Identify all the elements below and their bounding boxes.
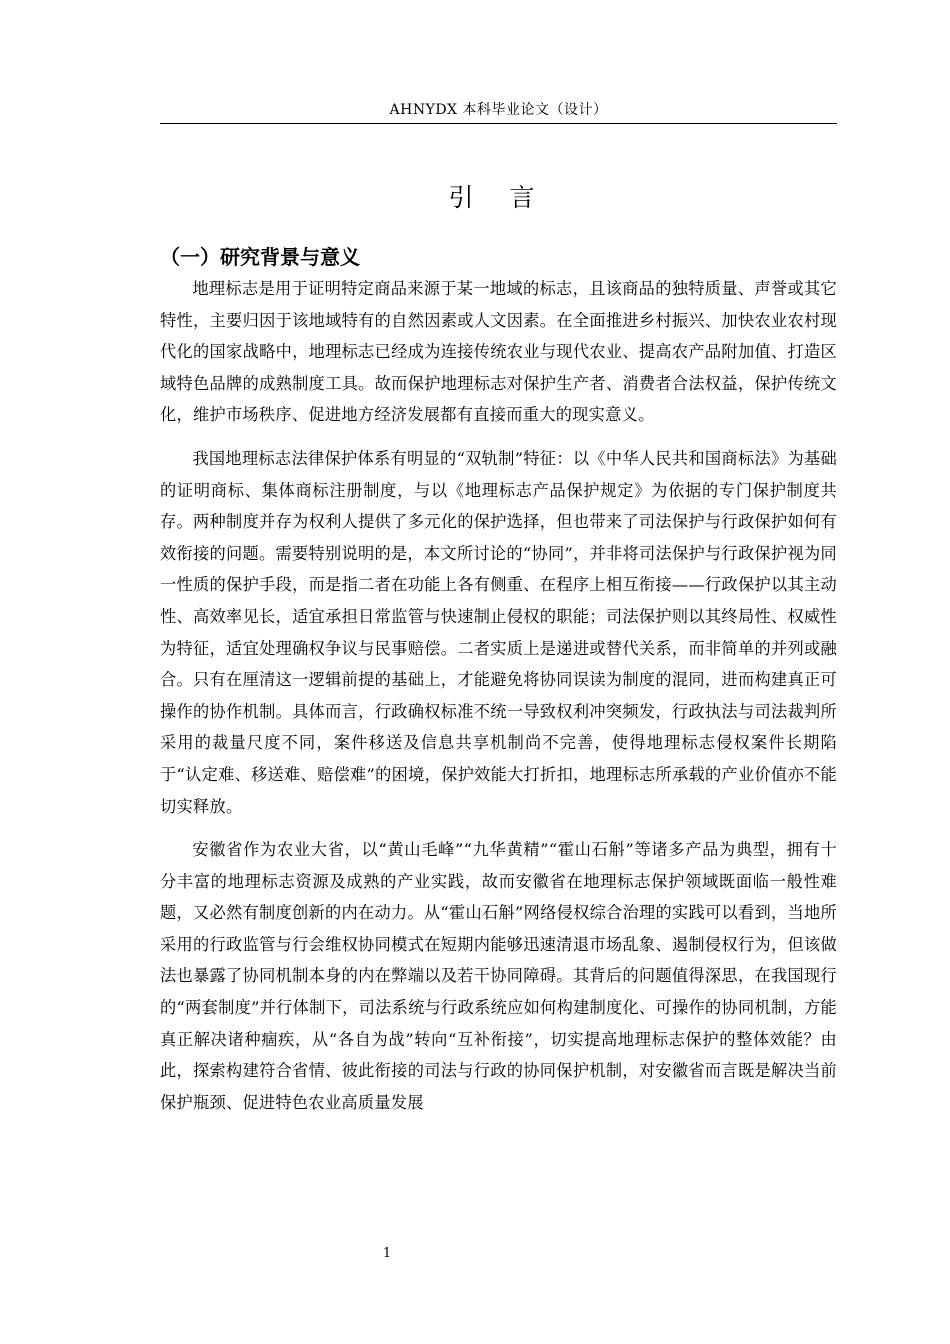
body-text bbox=[160, 273, 837, 1130]
paragraph: 我国地理标志法律保护体系有明显的“双轨制”特征：以《中华人民共和国商标法》为基础的证明商标、集体商标注册制度，与以《地理标志产品保护规定》为依据的专门保护制度共存。两种制度并存为权利人提供了多元化的保护选择，但也带来了司法保护与行政保护如何有效衔接的问题。需要特别说明的是，本文所讨论的“协同”，并非将司法保护与行政保护视为同一性质的保护手段，而是指二者在功能上各有侧重、在程序上相互衔接——行政保护以其主动性、高效率见长，适宜承担日常监管与快速制止侵权的职能；司法保护则以其终局性、权威性为特征，适宜处理确权争议与民事赔偿。二者实质上是递进或替代关系，而非简单的并列或融合。只有在厘清这一逻辑前提的基础上，才能避免将协同误读为制度的混同，进而构建真正可操作的协作机制。具体而言，行政确权标准不统一导致权利冲突频发，行政执法与司法裁判所采用的裁量尺度不同，案件移送及信息共享机制尚不完善，使得地理标志侵权案件长期陷于“认定难、移送难、赔偿难”的困境，保护效能大打折扣，地理标志所承载的产业价值亦不能切实释放。 bbox=[160, 448, 837, 816]
header-divider bbox=[160, 123, 837, 124]
running-header: AHNYDX 本科毕业论文（设计） bbox=[389, 102, 608, 118]
chapter-title: 引 言 bbox=[448, 183, 549, 212]
section-heading: （一）研究背景与意义 bbox=[160, 245, 360, 269]
page-number: 1 bbox=[382, 1246, 392, 1261]
paragraph: 地理标志是用于证明特定商品来源于某一地域的标志，且该商品的独特质量、声誉或其它特性，主要归因于该地域特有的自然因素或人文因素。在全面推进乡村振兴、加快农业农村现代化的国家战略中，地理标志已经成为连接传统农业与现代农业、提高农产品附加值、打造区域特色品牌的成熟制度工具。故而保护地理标志对保护生产者、消费者合法权益，保护传统文化，维护市场秩序、促进地方经济发展都有直接而重大的现实意义。 bbox=[160, 279, 837, 425]
paragraph: 安徽省作为农业大省，以“黄山毛峰”“九华黄精”“霍山石斛”等诸多产品为典型，拥有十分丰富的地理标志资源及成熟的产业实践，故而安徽省在地理标志保护领域既面临一般性难题，又必然有制度创新的内在动力。从“霍山石斛”网络侵权综合治理的实践可以看到，当地所采用的行政监管与行会维权协同模式在短期内能够迅速清退市场乱象、遏制侵权行为，但该做法也暴露了协同机制本身的内在弊端以及若干协同障碍。其背后的问题值得深思，在我国现行的“两套制度”并行体制下，司法系统与行政系统应如何构建制度化、可操作的协同机制，方能真正解决诸种痼疾，从“各自为战”转向“互补衔接”，切实提高地理标志保护的整体效能？由此，探索构建符合省情、彼此衔接的司法与行政的协同保护机制，对安徽省而言既是解决当前保护瓶颈、促进特色农业高质量发展 bbox=[160, 840, 837, 1112]
